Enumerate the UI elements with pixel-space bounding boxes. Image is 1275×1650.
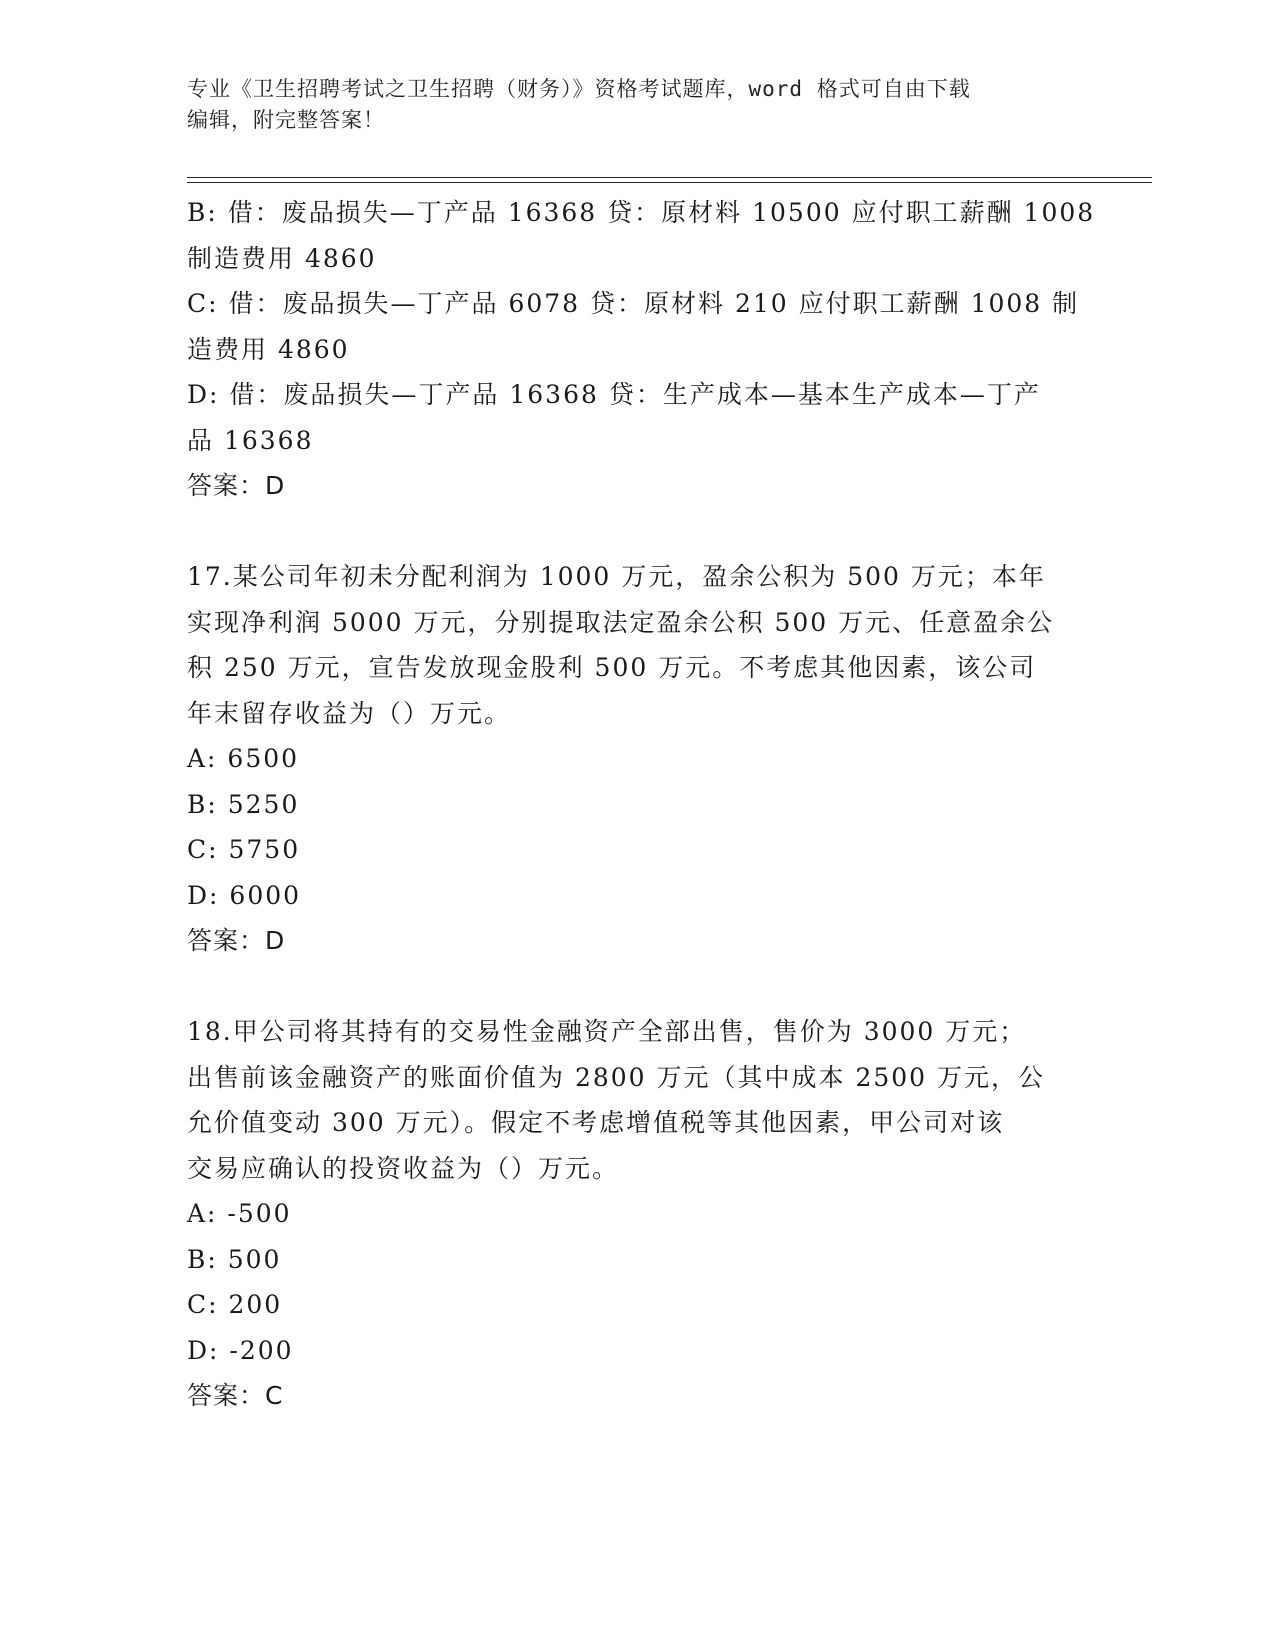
header-line-1: 专业《卫生招聘考试之卫生招聘（财务）》资格考试题库，word 格式可自由下载 [187, 77, 971, 101]
spacer [187, 964, 1087, 1010]
q18-text-line-1: 18.甲公司将其持有的交易性金融资产全部出售，售价为 3000 万元； [187, 1017, 1027, 1046]
q17-text-line-3: 积 250 万元，宣告发放现金股利 500 万元。不考虑其他因素，该公司 [187, 653, 1037, 682]
header-divider-bottom [187, 182, 1152, 183]
q16-option-d-line-1: D: 借：废品损失—丁产品 16368 贷：生产成本—基本生产成本—丁产 [187, 380, 1041, 409]
document-header [187, 74, 1067, 136]
q18-answer: 答案：C [187, 1381, 284, 1410]
question-18 [187, 1009, 1087, 1419]
q18-option-a: A: -500 [187, 1199, 292, 1228]
q18-text-line-3: 允价值变动 300 万元）。假定不考虑增值税等其他因素，甲公司对该 [187, 1108, 1005, 1137]
q16-option-d-line-2: 品 16368 [187, 425, 314, 455]
q17-option-b: B: 5250 [187, 789, 300, 819]
header-line-2: 编辑，附完整答案！ [187, 108, 385, 132]
q18-text-line-4: 交易应确认的投资收益为（）万元。 [187, 1153, 620, 1183]
question-16-tail [187, 190, 1096, 509]
q18-option-d: D: -200 [187, 1335, 294, 1365]
q17-option-d: D: 6000 [187, 880, 302, 910]
q16-option-b-line-1: B: 借：废品损失—丁产品 16368 贷：原材料 10500 应付职工薪酬 1008 [187, 198, 1096, 227]
q17-option-a: A: 6500 [187, 744, 300, 773]
header-divider-top [187, 177, 1152, 178]
q16-option-c-line-2: 造费用 4860 [187, 334, 350, 364]
q17-text-line-1: 17.某公司年初未分配利润为 1000 万元，盈余公积为 500 万元；本年 [187, 562, 1046, 591]
q17-text-line-4: 年末留存收益为（）万元。 [187, 698, 512, 728]
question-17 [187, 554, 1087, 964]
q16-option-c-line-1: C: 借：废品损失—丁产品 6078 贷：原材料 210 应付职工薪酬 1008 制 [187, 289, 1080, 318]
q18-option-b: B: 500 [187, 1244, 282, 1274]
q17-text-line-2: 实现净利润 5000 万元，分别提取法定盈余公积 500 万元、任意盈余公 [187, 607, 1055, 637]
q17-answer: 答案：D [187, 926, 286, 955]
q16-answer: 答案：D [187, 471, 286, 500]
q17-option-c: C: 5750 [187, 835, 301, 864]
q18-text-line-2: 出售前该金融资产的账面价值为 2800 万元（其中成本 2500 万元，公 [187, 1062, 1046, 1092]
document-body [187, 190, 1096, 1419]
spacer [187, 509, 1087, 555]
q16-option-b-line-2: 制造费用 4860 [187, 243, 377, 273]
q18-option-c: C: 200 [187, 1290, 283, 1319]
